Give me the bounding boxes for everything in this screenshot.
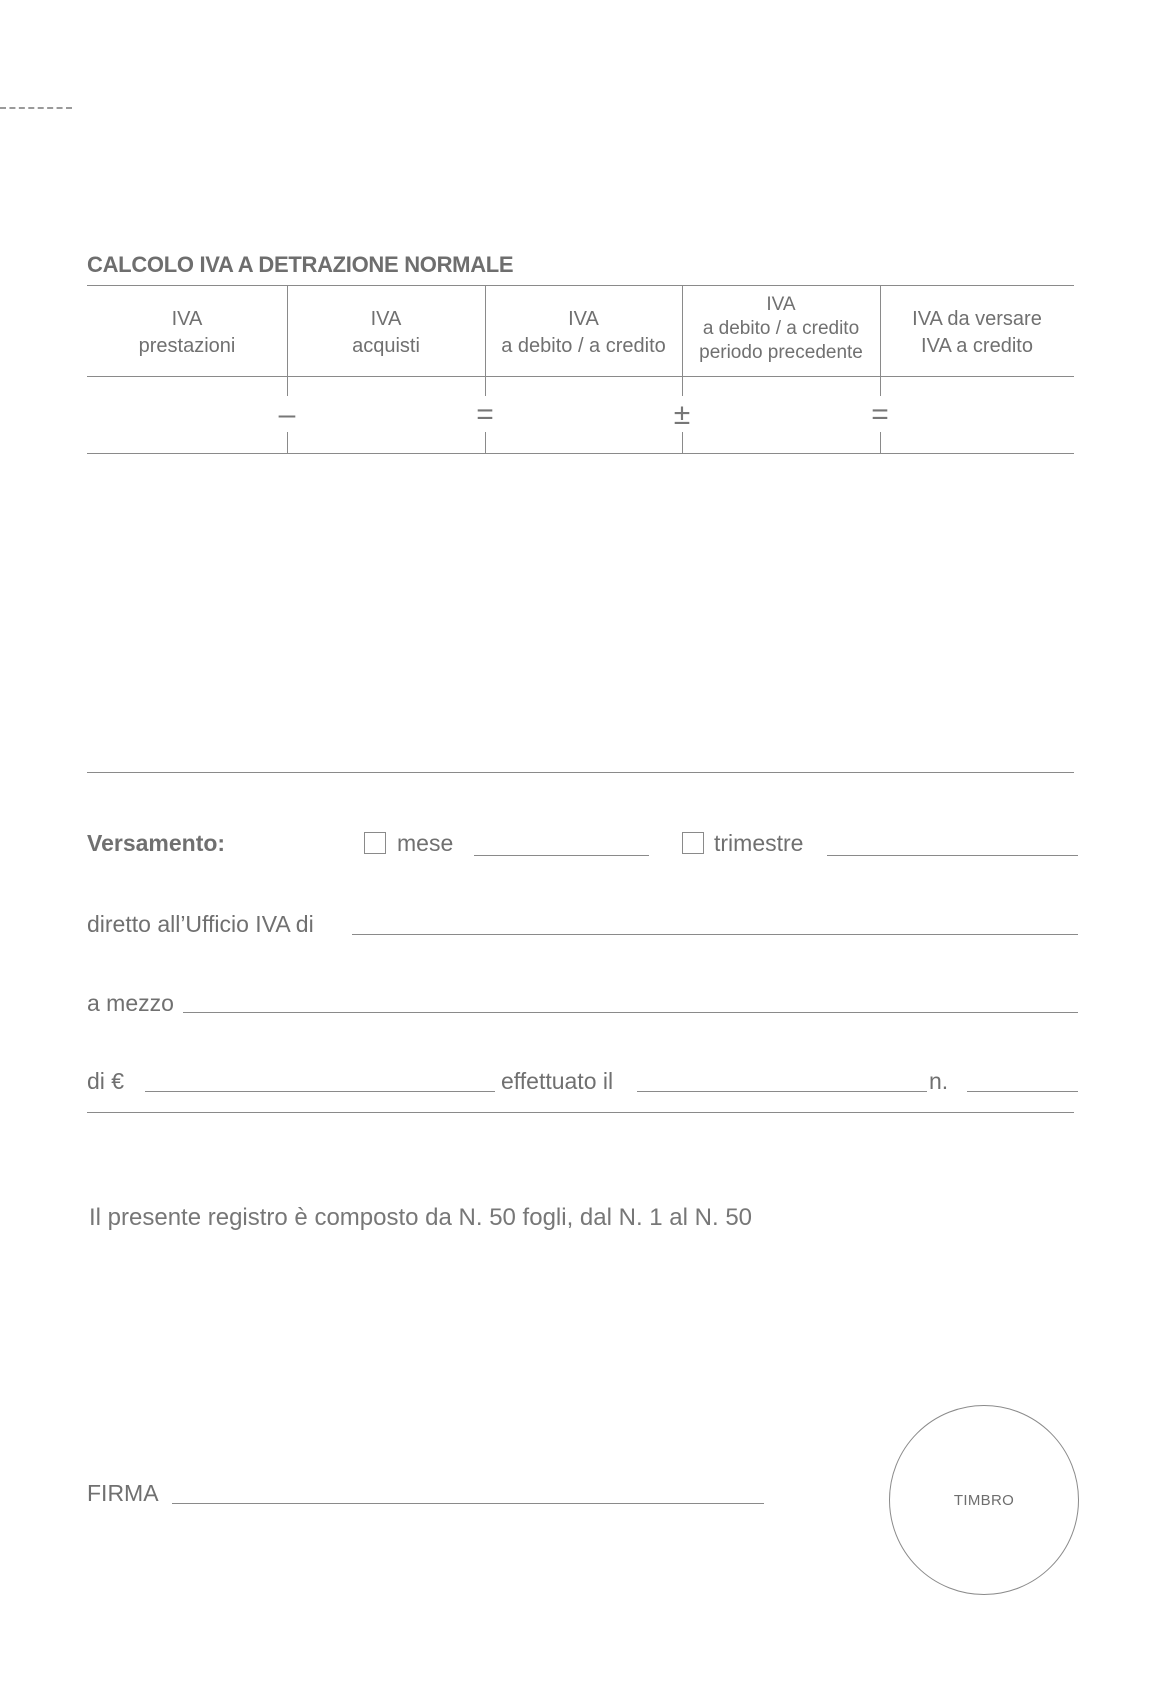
numero-field[interactable]	[967, 1091, 1078, 1092]
header-line: IVA a credito	[921, 335, 1033, 357]
numero-label: n.	[929, 1068, 949, 1094]
body-tick	[485, 376, 486, 396]
header-line: acquisti	[352, 335, 420, 357]
table-bottom-rule	[87, 453, 1074, 454]
operator-equals: =	[871, 398, 889, 431]
mezzo-label: a mezzo	[87, 990, 174, 1016]
header-line: IVA	[568, 308, 599, 330]
header-line: periodo precedente	[699, 342, 863, 363]
header-line: IVA	[171, 308, 203, 330]
header-line: IVA	[766, 294, 796, 315]
ufficio-label: diretto all’Ufficio IVA di	[87, 911, 314, 937]
mese-checkbox[interactable]	[364, 832, 386, 854]
operator-equals: =	[476, 398, 494, 431]
trimestre-checkbox[interactable]	[682, 832, 704, 854]
body-tick	[682, 376, 683, 396]
importo-label: di €	[87, 1068, 125, 1094]
column-header-da-versare	[880, 306, 1074, 360]
firma-label: FIRMA	[87, 1480, 159, 1506]
stamp-circle	[889, 1405, 1079, 1595]
column-header-acquisti	[287, 306, 485, 360]
header-line: prestazioni	[138, 335, 236, 357]
header-line: IVA da versare	[912, 308, 1042, 330]
body-tick	[287, 376, 288, 396]
operator-plus-minus: ±	[673, 398, 691, 431]
trimestre-label: trimestre	[714, 830, 804, 856]
register-note: Il presente registro è composto da N. 50 fogli, dal N. 1 al N. 50	[89, 1204, 753, 1231]
firma-field[interactable]	[172, 1503, 764, 1504]
operator-minus: –	[278, 398, 296, 431]
table-header-rule	[87, 376, 1074, 377]
column-header-periodo-precedente	[682, 293, 880, 365]
body-tick	[880, 432, 881, 453]
header-line: IVA	[370, 308, 402, 330]
body-tick	[880, 376, 881, 396]
versamento-label: Versamento:	[87, 830, 226, 856]
importo-field[interactable]	[145, 1091, 495, 1092]
header-line: a debito / a credito	[702, 318, 860, 339]
section-title: CALCOLO IVA A DETRAZIONE NORMALE	[87, 252, 514, 277]
body-tick	[287, 432, 288, 453]
body-tick	[485, 432, 486, 453]
section-divider	[87, 772, 1074, 773]
body-tick	[682, 432, 683, 453]
mese-label: mese	[397, 830, 454, 856]
data-field[interactable]	[637, 1091, 927, 1092]
ufficio-field[interactable]	[352, 934, 1078, 935]
table-top-rule	[87, 285, 1074, 286]
effettuato-label: effettuato il	[501, 1068, 614, 1094]
iva-calculation-table	[0, 0, 1166, 460]
header-line: a debito / a credito	[501, 335, 666, 357]
section-divider	[87, 1112, 1074, 1113]
column-header-prestazioni	[87, 306, 287, 360]
trimestre-field[interactable]	[827, 855, 1078, 856]
mezzo-field[interactable]	[183, 1012, 1078, 1013]
stamp-label: TIMBRO	[953, 1491, 1015, 1509]
column-header-debito-credito	[485, 306, 682, 360]
mese-field[interactable]	[474, 855, 649, 856]
